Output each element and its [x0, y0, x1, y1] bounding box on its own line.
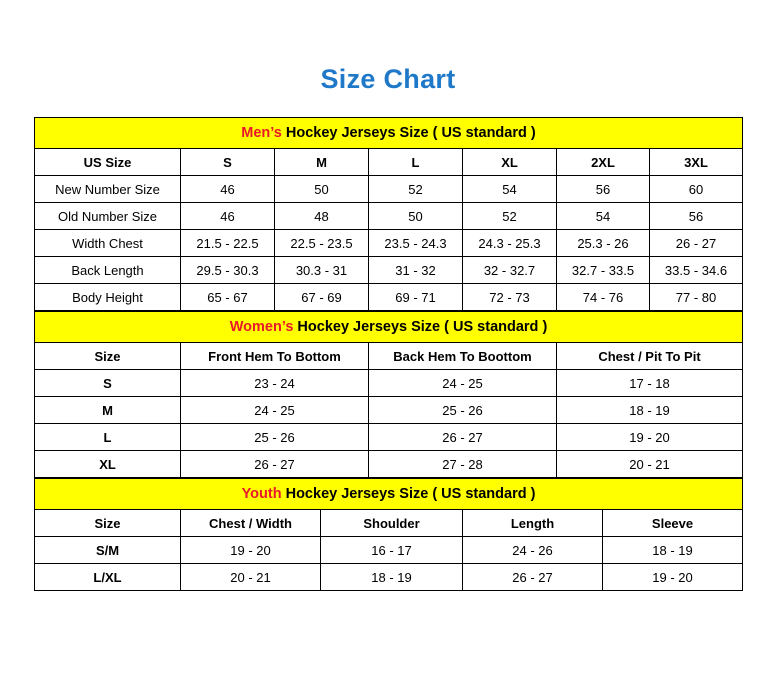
womens-header-cell: Chest / Pit To Pit — [557, 343, 743, 370]
table-row — [35, 564, 743, 591]
youth-cell: 19 - 20 — [181, 537, 321, 564]
youth-cell: 16 - 17 — [321, 537, 463, 564]
womens-cell: 26 - 27 — [181, 451, 369, 478]
mens-cell: 32.7 - 33.5 — [557, 257, 650, 284]
mens-header-cell: S — [181, 149, 275, 176]
mens-header-cell: US Size — [35, 149, 181, 176]
table-row — [35, 203, 743, 230]
mens-cell: 54 — [557, 203, 650, 230]
table-row — [35, 284, 743, 311]
mens-cell: 72 - 73 — [463, 284, 557, 311]
mens-row-label: Width Chest — [35, 230, 181, 257]
youth-cell: 19 - 20 — [603, 564, 743, 591]
mens-cell: 67 - 69 — [275, 284, 369, 311]
mens-header-cell: L — [369, 149, 463, 176]
mens-cell: 29.5 - 30.3 — [181, 257, 275, 284]
mens-size-table — [34, 117, 743, 311]
womens-size-label: XL — [35, 451, 181, 478]
mens-cell: 60 — [650, 176, 743, 203]
mens-cell: 69 - 71 — [369, 284, 463, 311]
womens-header-cell: Front Hem To Bottom — [181, 343, 369, 370]
table-row — [35, 370, 743, 397]
table-row — [35, 257, 743, 284]
mens-cell: 23.5 - 24.3 — [369, 230, 463, 257]
womens-cell: 25 - 26 — [369, 397, 557, 424]
womens-cell: 24 - 25 — [181, 397, 369, 424]
womens-cell: 26 - 27 — [369, 424, 557, 451]
womens-cell: 20 - 21 — [557, 451, 743, 478]
mens-header-cell: 3XL — [650, 149, 743, 176]
womens-size-label: S — [35, 370, 181, 397]
table-header-row — [35, 343, 743, 370]
womens-size-table — [34, 311, 743, 478]
table-band-row — [35, 479, 743, 510]
youth-cell: 20 - 21 — [181, 564, 321, 591]
mens-cell: 46 — [181, 203, 275, 230]
mens-header-cell: M — [275, 149, 369, 176]
mens-row-label: Body Height — [35, 284, 181, 311]
table-row — [35, 397, 743, 424]
table-header-row — [35, 149, 743, 176]
mens-cell: 31 - 32 — [369, 257, 463, 284]
mens-cell: 21.5 - 22.5 — [181, 230, 275, 257]
mens-band — [35, 118, 743, 149]
youth-cell: 18 - 19 — [603, 537, 743, 564]
mens-cell: 56 — [557, 176, 650, 203]
table-row — [35, 230, 743, 257]
table-row — [35, 451, 743, 478]
mens-cell: 32 - 32.7 — [463, 257, 557, 284]
youth-size-label: S/M — [35, 537, 181, 564]
womens-band — [35, 312, 743, 343]
table-row — [35, 537, 743, 564]
youth-band — [35, 479, 743, 510]
size-tables — [34, 117, 742, 591]
mens-cell: 25.3 - 26 — [557, 230, 650, 257]
youth-cell: 26 - 27 — [463, 564, 603, 591]
youth-cell: 24 - 26 — [463, 537, 603, 564]
mens-cell: 65 - 67 — [181, 284, 275, 311]
womens-cell: 24 - 25 — [369, 370, 557, 397]
womens-size-label: L — [35, 424, 181, 451]
youth-header-cell: Shoulder — [321, 510, 463, 537]
mens-band-rest: Hockey Jerseys Size ( US standard ) — [281, 125, 536, 141]
mens-cell: 77 - 80 — [650, 284, 743, 311]
mens-cell: 26 - 27 — [650, 230, 743, 257]
mens-cell: 52 — [463, 203, 557, 230]
table-row — [35, 176, 743, 203]
womens-band-rest: Hockey Jerseys Size ( US standard ) — [293, 319, 548, 335]
womens-header-cell: Size — [35, 343, 181, 370]
womens-cell: 18 - 19 — [557, 397, 743, 424]
table-header-row — [35, 510, 743, 537]
mens-header-cell: XL — [463, 149, 557, 176]
mens-band-accent: Men’s — [241, 125, 282, 141]
table-row — [35, 424, 743, 451]
youth-band-rest: Hockey Jerseys Size ( US standard ) — [281, 486, 536, 502]
mens-cell: 50 — [275, 176, 369, 203]
youth-header-cell: Length — [463, 510, 603, 537]
mens-row-label: New Number Size — [35, 176, 181, 203]
mens-cell: 48 — [275, 203, 369, 230]
womens-cell: 23 - 24 — [181, 370, 369, 397]
youth-size-table — [34, 478, 743, 591]
mens-row-label: Old Number Size — [35, 203, 181, 230]
table-band-row — [35, 312, 743, 343]
mens-header-cell: 2XL — [557, 149, 650, 176]
mens-cell: 54 — [463, 176, 557, 203]
womens-cell: 17 - 18 — [557, 370, 743, 397]
youth-header-cell: Sleeve — [603, 510, 743, 537]
mens-cell: 30.3 - 31 — [275, 257, 369, 284]
page-title: Size Chart — [320, 64, 456, 94]
womens-cell: 27 - 28 — [369, 451, 557, 478]
mens-cell: 33.5 - 34.6 — [650, 257, 743, 284]
mens-row-label: Back Length — [35, 257, 181, 284]
table-band-row — [35, 118, 743, 149]
womens-cell: 25 - 26 — [181, 424, 369, 451]
mens-cell: 46 — [181, 176, 275, 203]
youth-cell: 18 - 19 — [321, 564, 463, 591]
womens-band-accent: Women’s — [229, 319, 294, 335]
mens-cell: 22.5 - 23.5 — [275, 230, 369, 257]
youth-size-label: L/XL — [35, 564, 181, 591]
mens-cell: 24.3 - 25.3 — [463, 230, 557, 257]
mens-cell: 50 — [369, 203, 463, 230]
womens-header-cell: Back Hem To Boottom — [369, 343, 557, 370]
womens-size-label: M — [35, 397, 181, 424]
youth-header-cell: Chest / Width — [181, 510, 321, 537]
mens-cell: 52 — [369, 176, 463, 203]
mens-cell: 56 — [650, 203, 743, 230]
youth-header-cell: Size — [35, 510, 181, 537]
womens-cell: 19 - 20 — [557, 424, 743, 451]
mens-cell: 74 - 76 — [557, 284, 650, 311]
youth-band-accent: Youth — [241, 486, 282, 502]
